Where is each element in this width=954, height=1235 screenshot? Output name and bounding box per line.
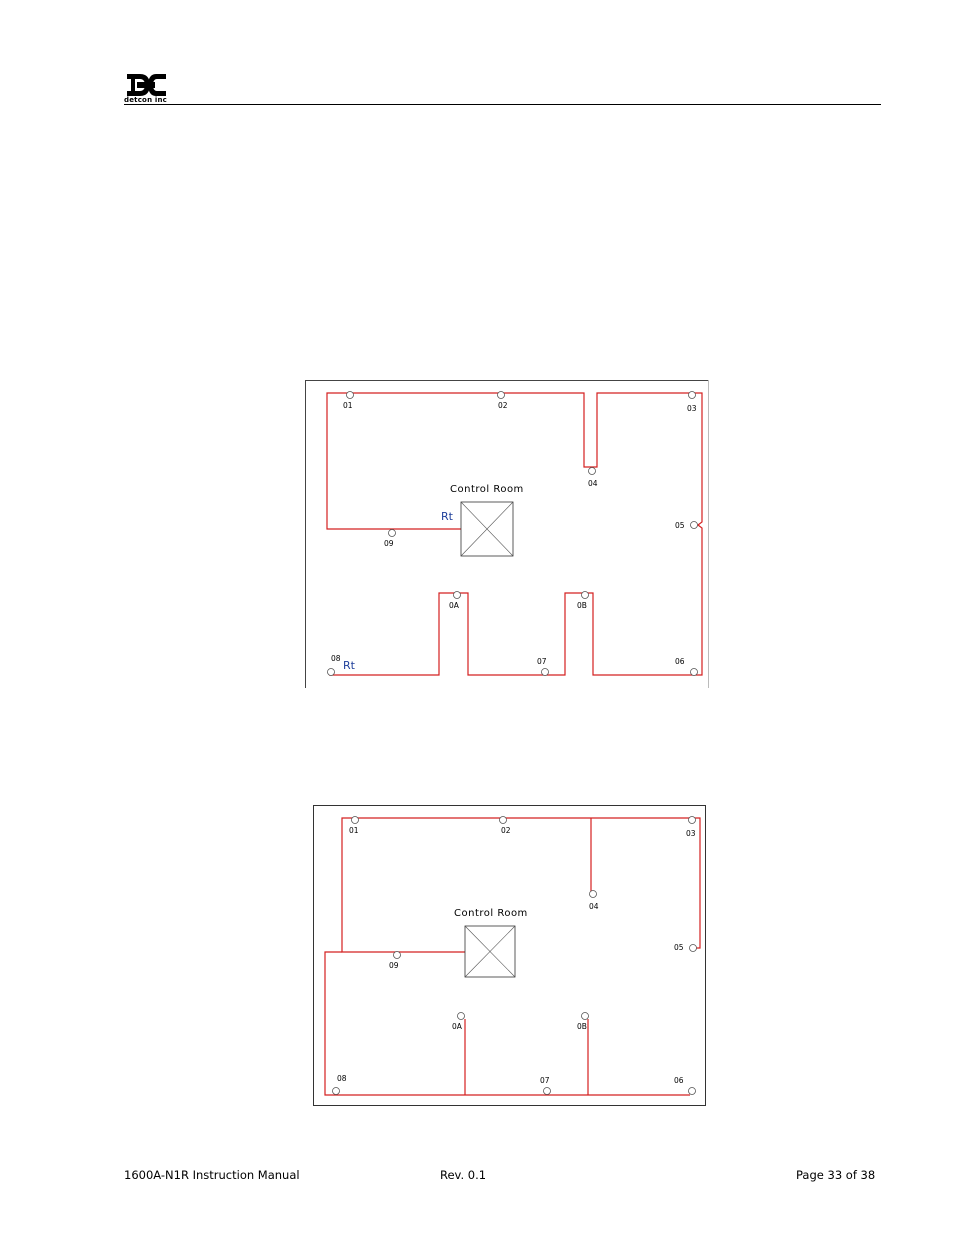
node-circle-0a [458, 1013, 465, 1020]
wiring-diagram-2 [312, 804, 708, 1108]
node-label-05: 05 [674, 943, 684, 952]
node-circle-09 [389, 530, 396, 537]
node-label-08: 08 [337, 1074, 347, 1083]
node-circle-05 [690, 945, 697, 952]
node-label-04: 04 [588, 479, 598, 488]
node-label-01: 01 [349, 826, 359, 835]
node-circle-07 [544, 1088, 551, 1095]
node-circle-0b [582, 1013, 589, 1020]
node-label-0a: 0A [449, 601, 459, 610]
node-label-06: 06 [675, 657, 685, 666]
node-label-03: 03 [686, 829, 696, 838]
node-label-07: 07 [537, 657, 547, 666]
control-room [450, 484, 524, 556]
control-room-label: Control Room [454, 908, 528, 919]
wire-loop-top [327, 393, 702, 675]
node-label-0b: 0B [577, 1022, 587, 1031]
terminator-label-lower: Rt [343, 659, 355, 672]
node-circle-08 [328, 669, 335, 676]
node-circle-0b [582, 592, 589, 599]
node-circle-05 [691, 522, 698, 529]
node-circle-04 [589, 468, 596, 475]
node-label-06: 06 [674, 1076, 684, 1085]
node-circle-0a [454, 592, 461, 599]
wiring-diagram-1 [305, 379, 710, 689]
node-label-08: 08 [331, 654, 341, 663]
node-label-04: 04 [589, 902, 599, 911]
node-label-05: 05 [675, 521, 685, 530]
footer-document-title: 1600A-N1R Instruction Manual [124, 1168, 300, 1182]
node-circle-01 [347, 392, 354, 399]
node-circle-09 [394, 952, 401, 959]
node-label-09: 09 [384, 539, 394, 548]
node-circle-06 [689, 1088, 696, 1095]
node-label-02: 02 [501, 826, 511, 835]
footer-page-number: Page 33 of 38 [796, 1168, 876, 1182]
node-circle-07 [542, 669, 549, 676]
node-label-0a: 0A [452, 1022, 462, 1031]
node-circle-06 [691, 669, 698, 676]
node-circle-03 [689, 817, 696, 824]
node-label-0b: 0B [577, 601, 587, 610]
node-label-03: 03 [687, 404, 697, 413]
node-circle-02 [500, 817, 507, 824]
node-label-02: 02 [498, 401, 508, 410]
node-label-01: 01 [343, 401, 353, 410]
header-rule [124, 104, 881, 105]
logo-text: detcon inc [124, 96, 168, 104]
terminator-label-upper: Rt [441, 510, 453, 523]
control-room-label: Control Room [450, 484, 524, 495]
node-circle-01 [352, 817, 359, 824]
node-circle-04 [590, 891, 597, 898]
node-label-09: 09 [389, 961, 399, 970]
node-circle-02 [498, 392, 505, 399]
node-label-07: 07 [540, 1076, 550, 1085]
node-circle-08 [333, 1088, 340, 1095]
node-circle-03 [689, 392, 696, 399]
footer-revision: Rev. 0.1 [440, 1168, 487, 1182]
